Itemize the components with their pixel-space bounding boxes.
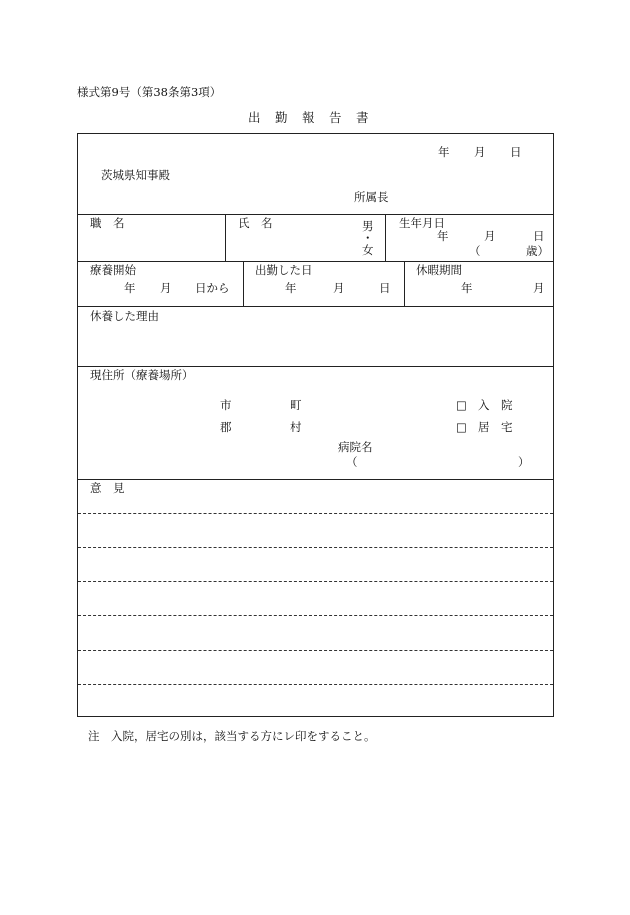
divider-start-return	[243, 261, 244, 306]
address-label: 現住所（療養場所）	[90, 368, 194, 382]
rule-3	[78, 306, 553, 307]
birth-year[interactable]: 年	[437, 229, 449, 243]
document-title: 出 勤 報 告 書	[248, 110, 370, 125]
hospital-name-label: 病院名	[338, 440, 373, 454]
sex-male[interactable]: 男	[362, 219, 374, 233]
sex-female[interactable]: 女	[362, 243, 374, 257]
rule-2	[78, 261, 553, 262]
hospitalized-label: 入 院	[478, 398, 513, 412]
county-label[interactable]: 郡	[220, 420, 232, 434]
affiliation-head-label[interactable]: 所属長	[354, 190, 389, 204]
birth-day[interactable]: 日	[533, 229, 545, 243]
start-year[interactable]: 年	[124, 281, 136, 295]
addressee: 茨城県知事殿	[101, 168, 170, 182]
rule-4	[78, 366, 553, 367]
date-day[interactable]: 日	[510, 145, 522, 159]
leave-month[interactable]: 月	[533, 281, 545, 295]
town-label[interactable]: 町	[290, 398, 302, 412]
city-label[interactable]: 市	[220, 398, 232, 412]
hospital-name-open-paren[interactable]: （	[346, 455, 358, 469]
opinion-line-2[interactable]	[78, 547, 553, 548]
name-label: 氏 名	[238, 216, 273, 230]
recuperation-start-label: 療養開始	[90, 263, 136, 277]
opinion-line-3[interactable]	[78, 581, 553, 582]
form-number: 様式第9号（第38条第3項）	[77, 85, 222, 99]
at-home-label: 居 宅	[478, 420, 513, 434]
birth-date-label: 生年月日	[399, 216, 445, 230]
start-month[interactable]: 月	[160, 281, 172, 295]
returned-month[interactable]: 月	[333, 281, 345, 295]
start-day-from[interactable]: 日から	[195, 281, 230, 295]
sex-separator: ・	[362, 231, 374, 245]
returned-date-label: 出勤した日	[255, 263, 313, 277]
age-open-paren: （	[469, 244, 481, 258]
leave-year[interactable]: 年	[461, 281, 473, 295]
rule-1	[78, 214, 553, 215]
divider-return-leave	[404, 261, 405, 306]
opinion-line-6[interactable]	[78, 684, 553, 685]
reason-label: 休養した理由	[90, 309, 159, 323]
opinion-line-5[interactable]	[78, 650, 553, 651]
divider-name-birth	[385, 214, 386, 261]
leave-period-label: 休暇期間	[416, 263, 462, 277]
opinion-line-1[interactable]	[78, 513, 553, 514]
report-form	[77, 133, 554, 717]
date-year[interactable]: 年	[438, 145, 450, 159]
at-home-checkbox[interactable]: □	[456, 420, 467, 434]
footnote: 注 入院，居宅の別は，該当する方にレ印をすること。	[88, 729, 376, 743]
hospitalized-checkbox[interactable]: □	[456, 398, 467, 412]
returned-year[interactable]: 年	[285, 281, 297, 295]
date-month[interactable]: 月	[474, 145, 486, 159]
village-label[interactable]: 村	[290, 420, 302, 434]
age-close[interactable]: 歳）	[526, 244, 549, 258]
birth-month[interactable]: 月	[484, 229, 496, 243]
rule-5	[78, 479, 553, 480]
opinion-line-4[interactable]	[78, 615, 553, 616]
returned-day[interactable]: 日	[379, 281, 391, 295]
opinion-label: 意 見	[90, 481, 125, 495]
hospital-name-close-paren: ）	[518, 455, 530, 469]
divider-job-name	[225, 214, 226, 261]
job-title-label: 職 名	[90, 216, 125, 230]
